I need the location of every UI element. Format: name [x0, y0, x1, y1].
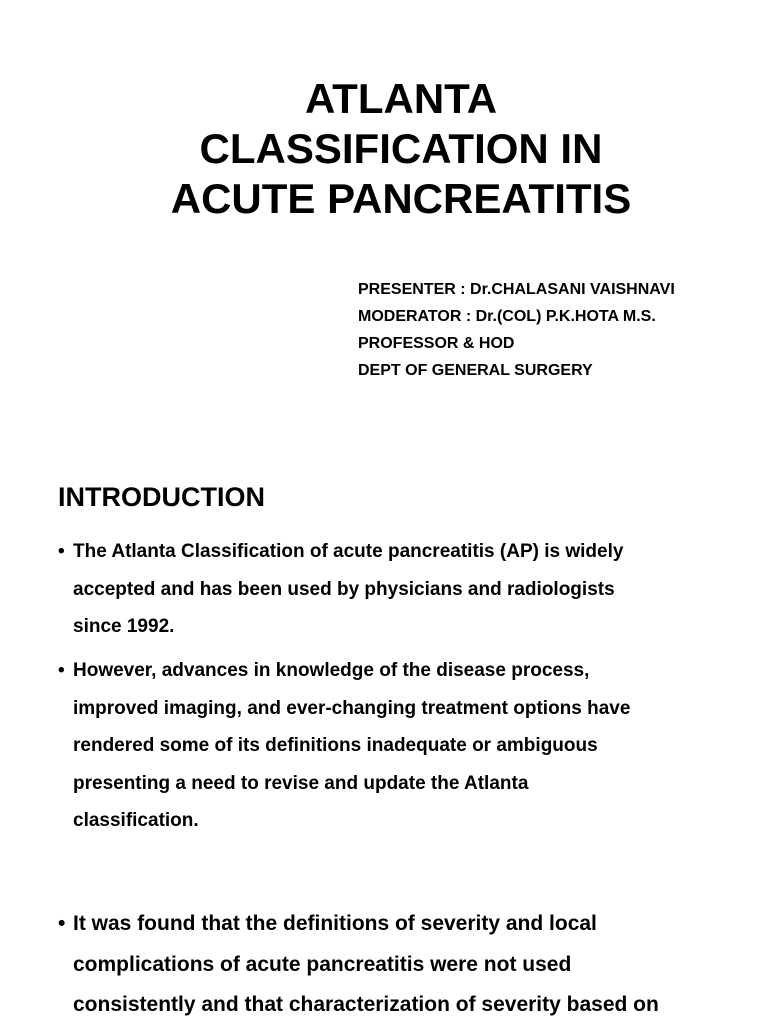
title-slide [0, 0, 768, 420]
bullet-text [73, 652, 718, 840]
bullet-line: improved imaging, and ever-changing treatment options have [73, 697, 631, 719]
moderator-line: MODERATOR : Dr.(COL) P.K.HOTA M.S. [358, 308, 656, 325]
section-heading: INTRODUCTION [58, 482, 265, 512]
bullet-line: since 1992. [73, 616, 175, 637]
bullet-line: However, advances in knowledge of the disease process, [73, 660, 590, 681]
bullet-line: presenting a need to revise and update the Atlanta [73, 772, 529, 794]
bullet-line: rendered some of its definitions inadequate or ambiguous [73, 735, 598, 756]
bullet-text [73, 904, 718, 1026]
presenter-block [358, 276, 758, 384]
department-line: DEPT OF GENERAL SURGERY [358, 362, 593, 379]
bullet-marker: • [58, 541, 65, 562]
bullet-marker: • [58, 912, 66, 935]
bullet-item [58, 904, 718, 1026]
bullet-marker: • [58, 660, 65, 681]
presenter-line: PRESENTER : Dr.CHALASANI VAISHNAVI [358, 281, 675, 298]
bullet-line: The Atlanta Classification of acute pancreatitis (AP) is widely [73, 541, 624, 562]
bullet-line: It was found that the definitions of severity and local [73, 912, 597, 935]
slide-title [100, 74, 702, 224]
introduction-slide [0, 420, 768, 1024]
title-line: CLASSIFICATION IN [199, 125, 603, 172]
bullet-item [58, 533, 718, 646]
bullet-line: classification. [73, 810, 199, 831]
designation-line: PROFESSOR & HOD [358, 335, 515, 352]
bullet-line: accepted and has been used by physicians and radiologists [73, 578, 615, 600]
title-line: ATLANTA [304, 75, 498, 122]
bullet-text [73, 533, 718, 646]
bullet-line: complications of acute pancreatitis were not used [73, 952, 572, 976]
bullet-line: consistently and that characterization of severity based on [73, 993, 659, 1016]
bullet-item [58, 652, 718, 840]
title-line: ACUTE PANCREATITIS [170, 175, 632, 222]
